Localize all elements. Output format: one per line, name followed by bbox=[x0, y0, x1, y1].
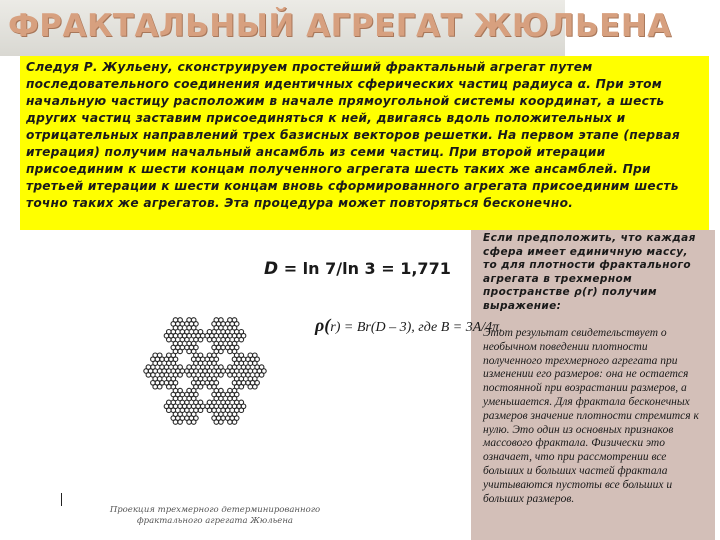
particle-sphere bbox=[253, 353, 258, 358]
particle-sphere bbox=[214, 326, 219, 331]
density-expression: r) = Br(D – 3), где B = 3A/4π. bbox=[330, 320, 503, 335]
particle-sphere bbox=[157, 384, 162, 389]
dimension-symbol: D bbox=[264, 259, 279, 279]
particle-sphere bbox=[178, 326, 183, 331]
particle-sphere bbox=[234, 361, 239, 366]
particle-sphere bbox=[173, 326, 178, 331]
particle-sphere bbox=[232, 388, 237, 393]
particle-sphere bbox=[198, 408, 203, 413]
particle-sphere bbox=[191, 326, 196, 331]
particle-sphere bbox=[239, 353, 244, 358]
particle-sphere bbox=[178, 318, 183, 323]
particle-sphere bbox=[187, 388, 192, 393]
particle-sphere bbox=[157, 377, 162, 382]
particle-sphere bbox=[146, 373, 151, 378]
particle-sphere bbox=[219, 341, 224, 346]
fractal-aggregate-figure bbox=[55, 235, 430, 535]
figure-caption: Проекция трехмерного детерминированного фрактального агрегата Жюльена bbox=[109, 505, 321, 526]
particle-sphere bbox=[194, 361, 199, 366]
particle-sphere bbox=[232, 412, 237, 417]
particle-sphere bbox=[167, 361, 172, 366]
particle-sphere bbox=[214, 388, 219, 393]
particle-sphere bbox=[219, 420, 224, 425]
particle-sphere bbox=[173, 349, 178, 354]
particle-sphere bbox=[167, 353, 172, 358]
particle-sphere bbox=[228, 365, 233, 370]
particle-sphere bbox=[239, 337, 244, 342]
density-conclusion-text: Этот результат свидетельствует о необычном поведении плотности полученного трехмерного агрегата при изменении его размеров: она не остается постоянной при возрастании размеров, а уменьшается. Для фрактала бесконечных размеров значение плотности стремится к нулю. Это один из основных признаков массового фрактала. Физически это означает, что при рассмотрении все больших и больших частей фрактала учитываются пустоты все больших и больших размеров. bbox=[483, 327, 699, 505]
particle-sphere bbox=[173, 412, 178, 417]
particle-sphere bbox=[239, 377, 244, 382]
particle-sphere bbox=[219, 349, 224, 354]
particle-sphere bbox=[157, 353, 162, 358]
particle-sphere bbox=[219, 388, 224, 393]
particle-sphere bbox=[207, 377, 212, 382]
particle-sphere bbox=[207, 337, 212, 342]
intro-text-box bbox=[20, 56, 709, 230]
particle-sphere bbox=[219, 373, 224, 378]
particle-sphere bbox=[253, 377, 258, 382]
particle-sphere bbox=[239, 400, 244, 405]
particle-sphere bbox=[234, 377, 239, 382]
particle-sphere bbox=[167, 400, 172, 405]
particle-sphere bbox=[207, 408, 212, 413]
particle-sphere bbox=[198, 353, 203, 358]
density-explanation-panel bbox=[471, 230, 715, 540]
particle-sphere bbox=[253, 384, 258, 389]
particle-sphere bbox=[178, 412, 183, 417]
particle-sphere bbox=[198, 377, 203, 382]
particle-sphere bbox=[187, 341, 192, 346]
particle-sphere bbox=[194, 377, 199, 382]
particle-sphere bbox=[232, 341, 237, 346]
particle-sphere bbox=[178, 420, 183, 425]
particle-sphere bbox=[187, 396, 192, 401]
particle-sphere bbox=[207, 353, 212, 358]
particle-sphere bbox=[214, 396, 219, 401]
particle-sphere bbox=[167, 337, 172, 342]
particle-sphere bbox=[232, 420, 237, 425]
figure-marker bbox=[61, 493, 62, 506]
dimension-value: = ln 7/ln 3 = 1,771 bbox=[278, 259, 451, 278]
particle-sphere bbox=[191, 388, 196, 393]
particle-sphere bbox=[167, 408, 172, 413]
particle-sphere bbox=[228, 326, 233, 331]
particle-sphere bbox=[167, 384, 172, 389]
density-assumption-text: Если предположить, что каждая сфера имеет единичную массу, то для плотности фрактального агрегата в трехмерном пространстве ρ(r) получим выражение: bbox=[483, 232, 696, 312]
particle-sphere bbox=[178, 388, 183, 393]
particle-sphere bbox=[214, 341, 219, 346]
particle-sphere bbox=[187, 318, 192, 323]
particle-sphere bbox=[228, 349, 233, 354]
particle-sphere bbox=[207, 330, 212, 335]
slide-title: ФРАКТАЛЬНЫЙ АГРЕГАТ ЖЮЛЬЕНА bbox=[8, 8, 672, 44]
particle-sphere bbox=[173, 318, 178, 323]
particle-sphere bbox=[219, 318, 224, 323]
particle-sphere bbox=[153, 353, 158, 358]
particle-sphere bbox=[146, 365, 151, 370]
intro-text: Следуя Р. Жульену, сконструируем простейший фрактальный агрегат путем последовательного соединения идентичных сферических частиц радиуса α. При этом начальную частицу расположим в начале прямоугольной системы координат, а шесть других частиц заставим присоединяться к ней, двигаясь вдоль положительных и отрицательных направлений трех базисных векторов решетки. На первом этапе (первая итерация) получим начальный ансамбль из семи частиц. При второй итерации присоединим к шести концам полученного агрегата шесть таких же ансамблей. При третьей итерации к шести концам вновь сформированного агрегата присоединим шесть точно таких же агрегатов. Эта процедура может повторяться бесконечно. bbox=[26, 60, 680, 210]
particle-sphere bbox=[187, 373, 192, 378]
density-symbol: ρ( bbox=[315, 315, 331, 335]
particle-sphere bbox=[228, 373, 233, 378]
particle-sphere bbox=[191, 396, 196, 401]
particle-sphere bbox=[219, 326, 224, 331]
particle-sphere bbox=[191, 341, 196, 346]
particle-sphere bbox=[171, 361, 176, 366]
particle-sphere bbox=[178, 396, 183, 401]
particle-sphere bbox=[167, 377, 172, 382]
particle-sphere bbox=[228, 388, 233, 393]
particle-sphere bbox=[207, 400, 212, 405]
particle-sphere bbox=[167, 330, 172, 335]
particle-sphere bbox=[198, 337, 203, 342]
particle-sphere bbox=[191, 412, 196, 417]
particle-sphere bbox=[171, 377, 176, 382]
particle-sphere bbox=[248, 377, 253, 382]
particle-sphere bbox=[214, 420, 219, 425]
particle-sphere bbox=[153, 361, 158, 366]
particle-sphere bbox=[214, 412, 219, 417]
particle-sphere bbox=[232, 349, 237, 354]
particle-sphere bbox=[232, 326, 237, 331]
particle-sphere bbox=[207, 361, 212, 366]
particle-sphere bbox=[191, 349, 196, 354]
particle-sphere bbox=[248, 384, 253, 389]
particle-sphere bbox=[228, 396, 233, 401]
particle-sphere bbox=[219, 412, 224, 417]
particle-sphere bbox=[198, 361, 203, 366]
particle-sphere bbox=[228, 420, 233, 425]
particle-sphere bbox=[191, 318, 196, 323]
fractal-dimension-formula bbox=[264, 259, 451, 279]
particle-sphere bbox=[228, 341, 233, 346]
particle-sphere bbox=[214, 349, 219, 354]
particle-sphere bbox=[173, 420, 178, 425]
particle-sphere bbox=[228, 412, 233, 417]
particle-sphere bbox=[153, 377, 158, 382]
particle-sphere bbox=[232, 396, 237, 401]
particle-sphere bbox=[239, 330, 244, 335]
particle-sphere bbox=[248, 353, 253, 358]
particle-sphere bbox=[187, 412, 192, 417]
particle-sphere bbox=[178, 341, 183, 346]
particle-sphere bbox=[219, 365, 224, 370]
particle-sphere bbox=[153, 384, 158, 389]
particle-sphere bbox=[187, 365, 192, 370]
particle-sphere bbox=[178, 365, 183, 370]
particle-sphere bbox=[214, 318, 219, 323]
particle-sphere bbox=[157, 361, 162, 366]
particle-sphere bbox=[239, 408, 244, 413]
particle-sphere bbox=[239, 384, 244, 389]
particle-sphere bbox=[259, 365, 264, 370]
particle-sphere bbox=[228, 318, 233, 323]
particle-sphere bbox=[187, 420, 192, 425]
particle-sphere bbox=[219, 396, 224, 401]
particle-sphere bbox=[187, 349, 192, 354]
density-formula bbox=[315, 315, 503, 336]
particle-sphere bbox=[198, 384, 203, 389]
particle-sphere bbox=[253, 361, 258, 366]
particle-sphere bbox=[259, 373, 264, 378]
particle-sphere bbox=[212, 361, 217, 366]
particle-sphere bbox=[232, 318, 237, 323]
particle-sphere bbox=[212, 377, 217, 382]
particle-sphere bbox=[187, 326, 192, 331]
particle-sphere bbox=[239, 361, 244, 366]
particle-sphere bbox=[173, 341, 178, 346]
particle-sphere bbox=[198, 330, 203, 335]
particle-sphere bbox=[207, 384, 212, 389]
particle-sphere bbox=[178, 373, 183, 378]
particle-sphere bbox=[173, 388, 178, 393]
particle-sphere bbox=[248, 361, 253, 366]
particle-sphere bbox=[173, 396, 178, 401]
particle-sphere bbox=[191, 420, 196, 425]
particle-sphere bbox=[178, 349, 183, 354]
particle-sphere bbox=[198, 400, 203, 405]
